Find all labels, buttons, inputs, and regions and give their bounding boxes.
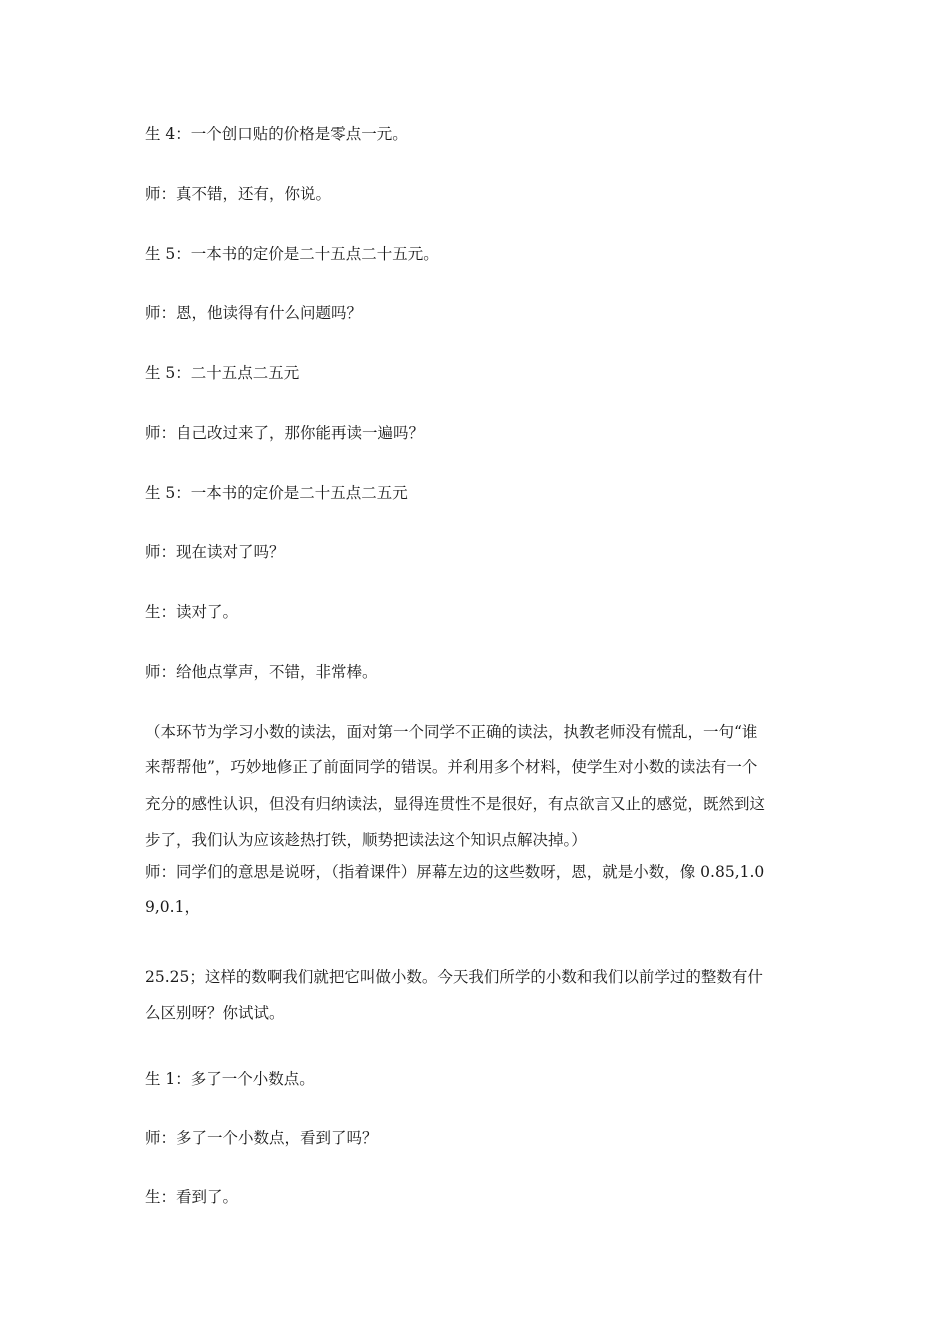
dialogue-line: 生 1：多了一个小数点。 xyxy=(145,1070,315,1088)
dialogue-line: 生：看到了。 xyxy=(145,1188,239,1206)
commentary-line: 来帮帮他”，巧妙地修正了前面同学的错误。并利用多个材料，使学生对小数的读法有一个 xyxy=(145,758,758,776)
dialogue-line: 师：多了一个小数点，看到了吗？ xyxy=(145,1129,378,1147)
commentary-line: 步了，我们认为应该趁热打铁，顺势把读法这个知识点解决掉。） xyxy=(145,831,587,849)
dialogue-line: 生 5：二十五点二五元 xyxy=(145,364,300,382)
teacher-intro-line: 9,0.1， xyxy=(145,898,200,916)
dialogue-line: 生：读对了。 xyxy=(145,603,239,621)
dialogue-line: 师：自己改过来了，那你能再读一遍吗？ xyxy=(145,424,425,442)
commentary-line: 充分的感性认识，但没有归纳读法，显得连贯性不是很好，有点欲言又止的感觉，既然到这 xyxy=(145,795,766,813)
dialogue-line: 师：恩，他读得有什么问题吗？ xyxy=(145,304,363,322)
dialogue-line: 生 4：一个创口贴的价格是零点一元。 xyxy=(145,125,408,143)
continuation-line: 么区别呀？你试试。 xyxy=(145,1004,285,1022)
dialogue-line: 师：现在读对了吗？ xyxy=(145,543,285,561)
dialogue-line: 生 5：一本书的定价是二十五点二五元 xyxy=(145,484,408,502)
commentary-line: （本环节为学习小数的读法，面对第一个同学不正确的读法，执教老师没有慌乱，一句“谁 xyxy=(145,723,758,741)
continuation-line: 25.25；这样的数啊我们就把它叫做小数。今天我们所学的小数和我们以前学过的整数有什 xyxy=(145,968,763,986)
dialogue-line: 师：真不错，还有，你说。 xyxy=(145,185,332,203)
dialogue-line: 师：给他点掌声，不错，非常棒。 xyxy=(145,663,378,681)
teacher-intro-line: 师：同学们的意思是说呀，（指着课件）屏幕左边的这些数呀，恩，就是小数，像 0.85,1.0 xyxy=(145,863,765,881)
dialogue-line: 生 5：一本书的定价是二十五点二十五元。 xyxy=(145,245,439,263)
